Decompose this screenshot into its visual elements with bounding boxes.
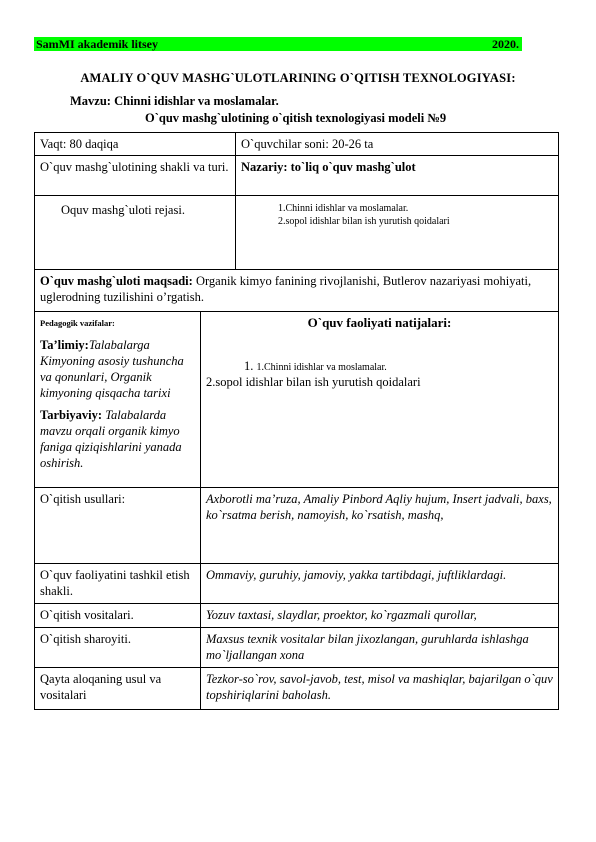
tools-value-cell: Yozuv taxtasi, slaydlar, proektor, ko`rgazmali qurollar, [201, 604, 559, 628]
tarbiyaviy-label: Tarbiyaviy: [40, 408, 106, 422]
results-item-1-number: 1. [244, 359, 257, 373]
conditions-label-cell: O`qitish sharoyiti. [35, 628, 201, 668]
methods-value-cell: Axborotli ma’ruza, Amaliy Pinbord Aqliy hujum, Insert jadvali, baxs, ko`rsatma berish, namoyish, ko`rsatish, mashq, [201, 488, 559, 564]
feedback-label-cell: Qayta aloqaning usul va vositalari [35, 668, 201, 710]
tools-label-cell: O`qitish vositalari. [35, 604, 201, 628]
tarbiyaviy-text: Talabalarda mavzu orqali organik kimyo faniga qiziqishlarini yanada oshirish. [40, 408, 182, 470]
org-label-cell: O`quv faoliyatini tashkil etish shakli. [35, 564, 201, 604]
table-row [35, 196, 559, 270]
school-name: SamMI akademik litsey [36, 37, 159, 51]
talimiy-text: Talabalarga Kimyoning asosiy tushuncha va qonunlari, Organik kimyoning qisqacha tarixi [40, 338, 184, 400]
table-row [35, 668, 559, 710]
goal-text: Organik kimyo fanining rivojlanishi, Butlerov nazariyasi mohiyati, uglerodning tuzilishini o’rgatish. [40, 274, 532, 304]
talimiy-block [40, 337, 195, 401]
results-cell [201, 312, 559, 488]
goal-label: O`quv mashg`uloti maqsadi: [40, 274, 193, 288]
table-row [35, 628, 559, 668]
header-bar [34, 37, 522, 51]
results-label: O`quv faoliyati natijalari: [307, 315, 452, 330]
model-subtitle: O`quv mashg`ulotining o`qitish texnologiyasi modeli №9 [145, 111, 447, 125]
goal-cell [35, 270, 559, 312]
plan-label: Oquv mashg`uloti rejasi. [61, 203, 185, 217]
pedagogical-tasks-label: Pedagogik vazifalar: [40, 318, 115, 328]
results-item-2: 2.sopol idishlar bilan ish yurutish qoidalari [206, 375, 421, 389]
table-row [35, 564, 559, 604]
time-cell: Vaqt: 80 daqiqa [35, 133, 236, 156]
conditions-value-cell: Maxsus texnik vositalar bilan jixozlangan, guruhlarda ishlashga mo`ljallangan xona [201, 628, 559, 668]
pedagogical-tasks-cell [35, 312, 201, 488]
table-row [35, 488, 559, 564]
plan-items-cell [236, 196, 559, 270]
table-row [35, 133, 559, 156]
org-value-cell: Ommaviy, guruhiy, jamoviy, yakka tartibdagi, juftliklardagi. [201, 564, 559, 604]
plan-item: 1.Chinni idishlar va moslamalar. [278, 203, 409, 214]
topic-line: Mavzu: Chinni idishlar va moslamalar. [70, 94, 279, 108]
results-item-1 [206, 358, 553, 374]
table-row [35, 312, 559, 488]
methods-label-cell: O`qitish usullari: [35, 488, 201, 564]
year: 2020. [492, 37, 519, 51]
table-row [35, 270, 559, 312]
tarbiyaviy-block [40, 407, 195, 471]
lesson-model-table [34, 132, 559, 710]
talimiy-label: Ta’limiy: [40, 338, 89, 352]
feedback-value-cell: Tezkor-so`rov, savol-javob, test, misol va mashiqlar, bajarilgan o`quv topshiriqlarini baholash. [201, 668, 559, 710]
plan-item: 2.sopol idishlar bilan ish yurutish qoidalari [278, 216, 450, 227]
results-item-1-text: 1.Chinni idishlar va moslamalar. [256, 362, 387, 373]
document-title: AMALIY O`QUV MASHG`ULOTLARINING O`QITISH TEXNOLOGIYASI: [80, 71, 516, 85]
table-row [35, 604, 559, 628]
students-cell: O`quvchilar soni: 20-26 ta [236, 133, 559, 156]
plan-label-cell [35, 196, 236, 270]
form-value-cell: Nazariy: to`liq o`quv mashg`ulot [236, 156, 559, 196]
form-label-cell: O`quv mashg`ulotining shakli va turi. [35, 156, 236, 196]
table-row [35, 156, 559, 196]
